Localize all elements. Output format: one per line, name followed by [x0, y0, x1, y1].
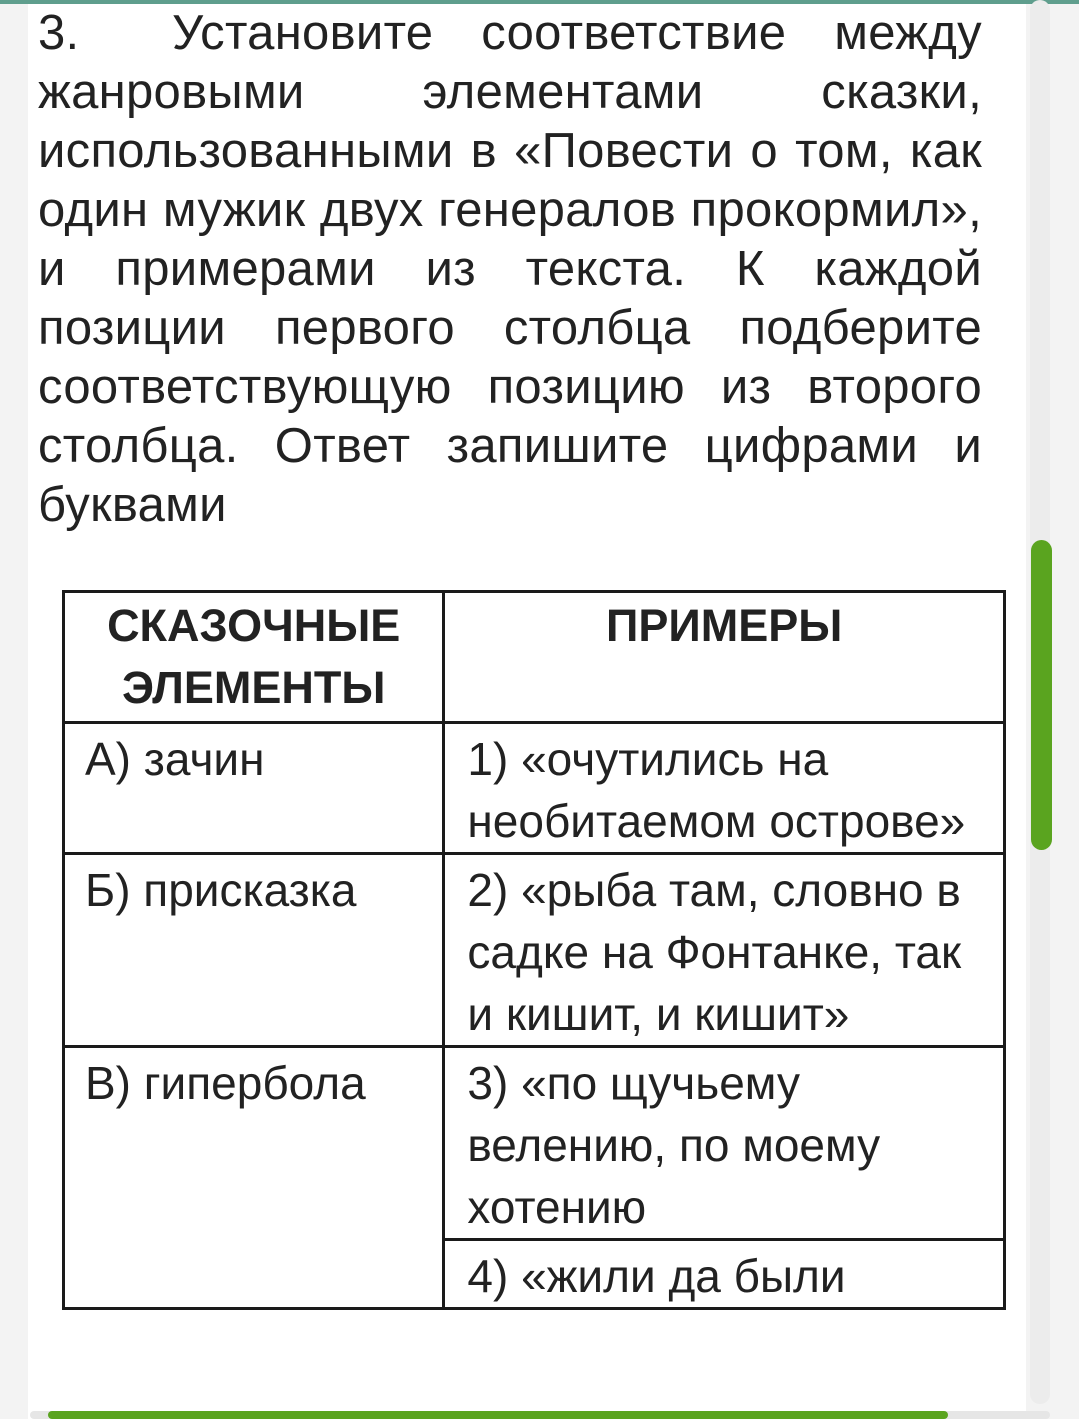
example-cell: 3) «по щучьему велению, по моему хотению [444, 1047, 1005, 1240]
table-row [64, 854, 1005, 1047]
header-fairy-elements: СКАЗОЧНЫЕ ЭЛЕМЕНТЫ [64, 592, 444, 723]
vertical-scrollbar-thumb[interactable] [1031, 540, 1052, 850]
element-cell: А) зачин [64, 723, 444, 854]
table-row [64, 1047, 1005, 1240]
horizontal-scrollbar-thumb[interactable] [48, 1411, 948, 1419]
question-text [38, 4, 982, 535]
example-cell: 1) «очутились на необитаемом острове» [444, 723, 1005, 854]
element-cell: Б) присказка [64, 854, 444, 1047]
example-cell: 2) «рыба там, словно в садке на Фонтанке, так и кишит, и кишит» [444, 854, 1005, 1047]
table-row [64, 723, 1005, 854]
question-body: Установите соответствие между жанровыми элементами сказки, использованными в «Повести о том, как один мужик двух генералов прокормил», и примерами из текста. К каждой позиции первого столбца подберите соответствующую позицию из второго столбца. Ответ запишите цифрами и буквами [38, 6, 982, 532]
element-cell: В) гипербола [64, 1047, 444, 1309]
question-number: 3. [38, 6, 80, 60]
table-header-row [64, 592, 1005, 723]
example-cell: 4) «жили да были [444, 1240, 1005, 1309]
header-examples: ПРИМЕРЫ [444, 592, 1005, 723]
document-page [28, 4, 1026, 1419]
matching-table [62, 590, 1006, 1310]
